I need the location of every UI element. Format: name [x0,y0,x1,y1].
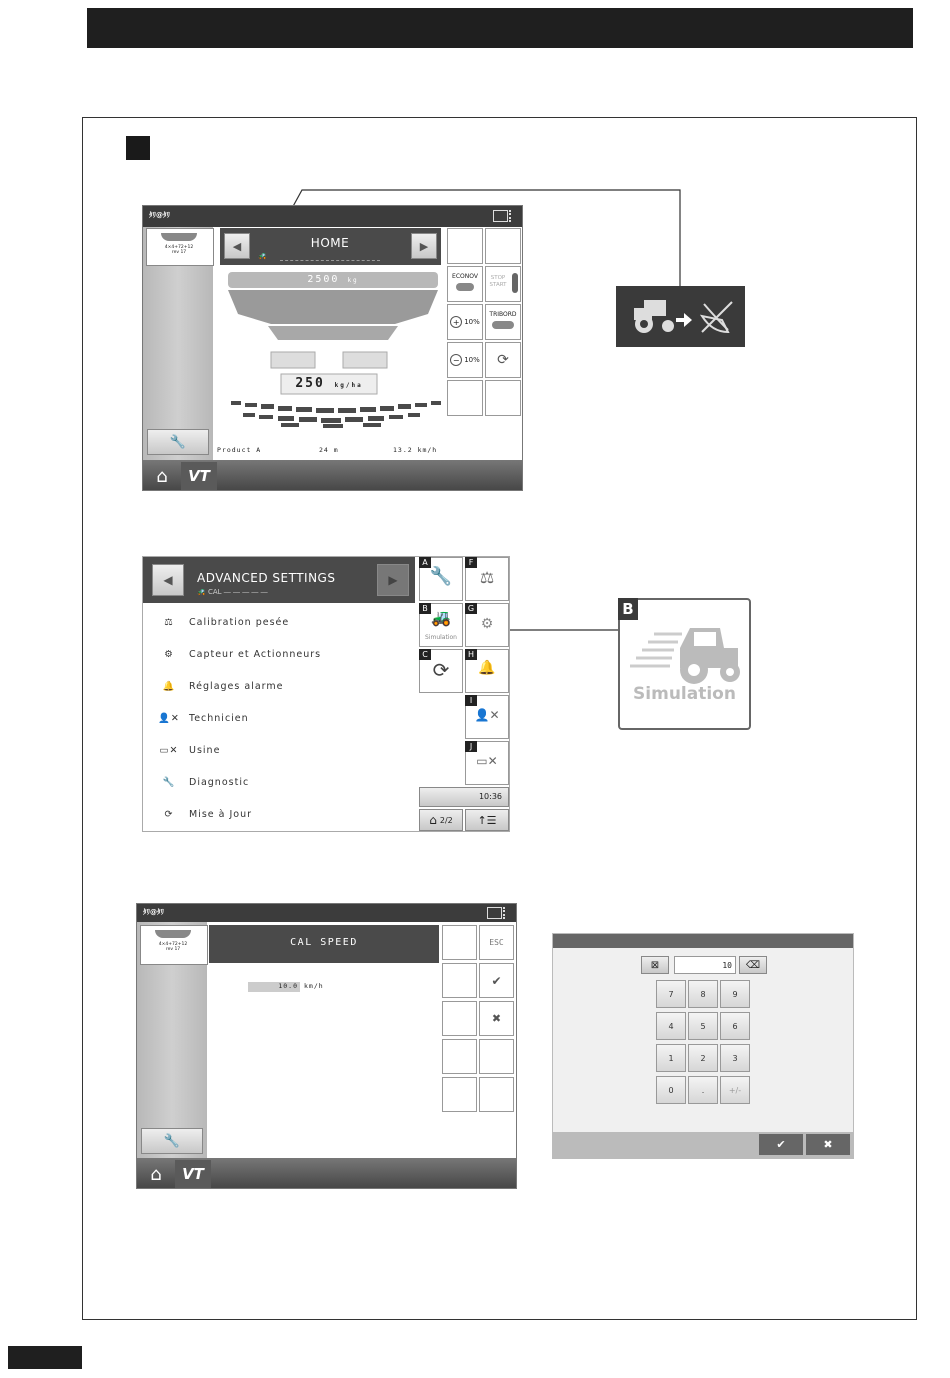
button-letter: B [419,603,431,614]
menu-grid-icon[interactable] [509,210,519,222]
menu-item-alarms[interactable] [149,673,283,699]
tribord-label: TRIBORD [489,311,517,318]
diagnostic-icon: 🔧 [429,566,453,587]
key-9[interactable]: 9 [720,980,750,1008]
checkmark-icon: ✔ [491,973,502,988]
keypad-footer [553,1132,853,1158]
factory-icon: ▭✕ [159,744,179,756]
soft-key-1[interactable] [447,228,483,264]
alarm-icon: 🔔 [478,660,496,676]
spreader-thumb-icon [161,233,197,241]
stop-start-label: STOP START [489,275,507,288]
home-bottom-bar [143,460,523,491]
ground-speed: 13.2 km/h [393,446,438,454]
clock-display: 10:36 [419,787,509,807]
home-title-bar [220,228,441,265]
plus-percent: 10% [464,318,480,326]
button-letter: H [465,649,477,660]
spreader-graphic [223,268,443,428]
button-letter: F [465,557,477,568]
cal-topbar [137,904,517,922]
rate-value: 250 [295,376,325,391]
cal-bottom-bar [137,1158,517,1189]
home-button[interactable] [139,1160,173,1188]
tractor-small-icon: 🚜 [258,252,267,260]
simulation-callout [618,598,751,730]
soft-key-2[interactable] [485,228,521,264]
cal-speed-screen [136,903,517,1189]
key-decimal[interactable]: . [688,1076,718,1104]
advanced-title-bar [143,557,415,603]
toggle-icon [492,321,514,329]
menu-item-label: Mise à Jour [189,808,253,820]
menu-item-label: Diagnostic [189,776,250,788]
alarm-icon: 🔔 [162,680,176,692]
menu-grid-icon[interactable] [503,907,513,919]
up-list-button[interactable] [465,809,509,831]
menu-item-sensors[interactable] [149,641,321,667]
diagnostic-icon: 🔧 [162,776,176,788]
device-id-text: 4×4+72+12 rev 17 [164,245,194,255]
technician-icon: 👤✕ [474,708,500,722]
checkmark-icon: ✔ [776,1138,786,1151]
key-5[interactable]: 5 [688,1012,718,1040]
brand-logo: ﾀﾘ@ﾀﾘ [143,908,164,916]
weight-unit: kg [347,277,359,284]
page-title: ADVANCED SETTINGS [197,571,336,585]
simulation-button[interactable] [419,603,463,647]
clear-icon: ⊠ [650,959,660,971]
soft-key-7[interactable] [442,1039,477,1074]
menu-item-update[interactable] [149,801,252,827]
shortcut-g-button[interactable] [465,603,509,647]
numeric-keypad-dialog [552,933,854,1159]
auto-reset-button[interactable] [485,342,521,378]
minus-percent: 10% [464,356,480,364]
rate-unit: kg/ha [334,382,363,389]
home-icon: ⌂ [150,1163,162,1185]
scale-icon: ⚖ [479,568,495,587]
key-8[interactable]: 8 [688,980,718,1008]
sensor-icon: ⚙ [164,648,174,660]
key-1[interactable]: 1 [656,1044,686,1072]
shortcut-c-button[interactable] [419,649,463,693]
device-id-text: 4×4+72+12 rev 17 [158,942,188,952]
spreader-thumb-icon [155,930,191,938]
keypad-value-field[interactable]: 10 [674,956,736,974]
page-indicator [280,260,380,261]
shortcut-h-button[interactable] [465,649,509,693]
menu-item-label: Calibration pesée [189,616,290,628]
soft-key-10[interactable] [485,380,521,416]
tribord-button[interactable] [485,304,521,340]
key-7[interactable]: 7 [656,980,686,1008]
menu-item-label: Technicien [189,712,249,724]
keypad-cancel-button[interactable] [806,1134,850,1155]
prev-page-button[interactable] [152,564,184,596]
tractor-motion-icon [620,618,749,688]
close-icon: ✖ [491,1012,502,1025]
menu-item-label: Usine [189,744,221,756]
keypad-ok-button[interactable] [759,1134,803,1155]
home-button[interactable] [145,462,179,490]
callout-letter: B [618,598,638,620]
esc-button[interactable]: ESC [479,925,514,960]
home-icon: ⌂ [156,465,168,487]
soft-key-10[interactable] [479,1077,514,1112]
key-sign[interactable]: +/- [720,1076,750,1104]
factory-icon: ▭✕ [476,754,498,768]
speed-value-field[interactable]: 10.0 [248,982,300,992]
wrench-icon: 🔧 [163,1133,181,1149]
key-3[interactable]: 3 [720,1044,750,1072]
menu-item-technician[interactable] [149,705,249,731]
simulation-label: Simulation [425,634,457,641]
soft-key-9[interactable] [447,380,483,416]
cancel-button[interactable] [479,1001,514,1036]
key-4[interactable]: 4 [656,1012,686,1040]
wrench-button[interactable] [141,1128,203,1154]
button-letter: G [465,603,477,614]
increase-rate-button[interactable] [447,304,483,340]
speed-unit: km/h [304,982,324,990]
device-thumbnail[interactable] [146,228,214,266]
shortcut-a-button[interactable] [419,557,463,601]
soft-key-5[interactable] [442,1001,477,1036]
close-icon: ✖ [823,1138,833,1151]
device-thumbnail[interactable] [140,925,208,965]
arrow-right-icon: ▶ [419,239,429,253]
decrease-rate-button[interactable] [447,342,483,378]
application-rate [281,376,377,391]
scale-icon: ⚖ [164,616,174,628]
shortcut-j-button[interactable] [465,741,509,785]
menu-item-factory[interactable] [149,737,220,763]
wrench-button[interactable] [147,429,209,455]
prev-page-button[interactable] [224,233,250,259]
home-screen [142,205,523,491]
keypad-titlebar [553,934,853,948]
advanced-settings-screen [142,556,510,832]
key-2[interactable]: 2 [688,1044,718,1072]
button-letter: J [465,741,477,752]
refresh-auto-icon: ⟳ [497,352,509,368]
shortcut-i-button[interactable] [465,695,509,739]
home-page-button[interactable] [419,809,463,831]
next-page-button[interactable] [411,233,437,259]
breadcrumb-label: CAL [207,588,222,596]
stop-start-button[interactable] [485,266,521,302]
shortcut-f-button[interactable] [465,557,509,601]
toggle-icon [456,283,474,291]
breadcrumb: 🚜 CAL ― ― ― ― ― [197,588,268,596]
soft-key-3[interactable] [442,963,477,998]
minus-icon: − [450,354,462,366]
soft-key-1[interactable] [442,925,477,960]
product-name: Product A [217,446,262,454]
home-topbar [143,206,523,227]
soft-key-8[interactable] [479,1039,514,1074]
vt-button[interactable]: VT [181,462,217,490]
soft-key-9[interactable] [442,1077,477,1112]
weight-value: 2500 [307,274,340,285]
backspace-button[interactable] [739,956,767,974]
simulation-label: Simulation [633,684,736,704]
page-title: CAL SPEED [290,937,358,948]
tractor-icon: 🚜 [431,608,451,627]
arrow-right-icon: ▶ [388,573,398,587]
brand-logo: ﾀﾘ@ﾀﾘ [149,211,170,219]
tractor-satellite-off-icon [616,286,745,347]
next-page-button[interactable] [377,564,409,596]
page-title: HOME [310,236,350,250]
confirm-button[interactable] [479,963,514,998]
key-0[interactable]: 0 [656,1076,686,1104]
menu-item-calibration[interactable] [149,609,289,635]
window-icon[interactable] [487,907,502,919]
menu-item-label: Capteur et Actionneurs [189,648,322,660]
update-icon: ⟳ [164,808,174,820]
econov-label: ECONOV [452,273,478,280]
home-icon: ⌂ [429,813,437,827]
button-letter: C [419,649,431,660]
menu-item-label: Réglages alarme [189,680,284,692]
key-6[interactable]: 6 [720,1012,750,1040]
arrow-left-icon: ◀ [232,239,242,253]
backspace-icon: ⌫ [745,959,761,971]
window-icon[interactable] [493,210,508,222]
menu-item-diagnostic[interactable] [149,769,249,795]
clear-button[interactable] [641,956,669,974]
vt-button[interactable]: VT [175,1160,211,1188]
hopper-weight [223,274,443,285]
cal-title-bar [209,925,439,963]
working-width: 24 m [319,446,339,454]
plus-icon: + [450,316,462,328]
arrow-left-icon: ◀ [163,573,173,587]
sensor-icon: ⚙ [480,616,494,632]
switch-icon [512,273,518,293]
wrench-icon: 🔧 [169,434,187,450]
button-letter: A [419,557,431,568]
arrow-up-list-icon: ↑☰ [477,813,497,827]
page-counter: 2/2 [439,815,453,825]
econov-button[interactable] [447,266,483,302]
tractor-satellite-callout [616,286,745,347]
technician-icon: 👤✕ [158,712,180,724]
update-icon: ⟳ [432,658,450,682]
button-letter: I [465,695,477,706]
